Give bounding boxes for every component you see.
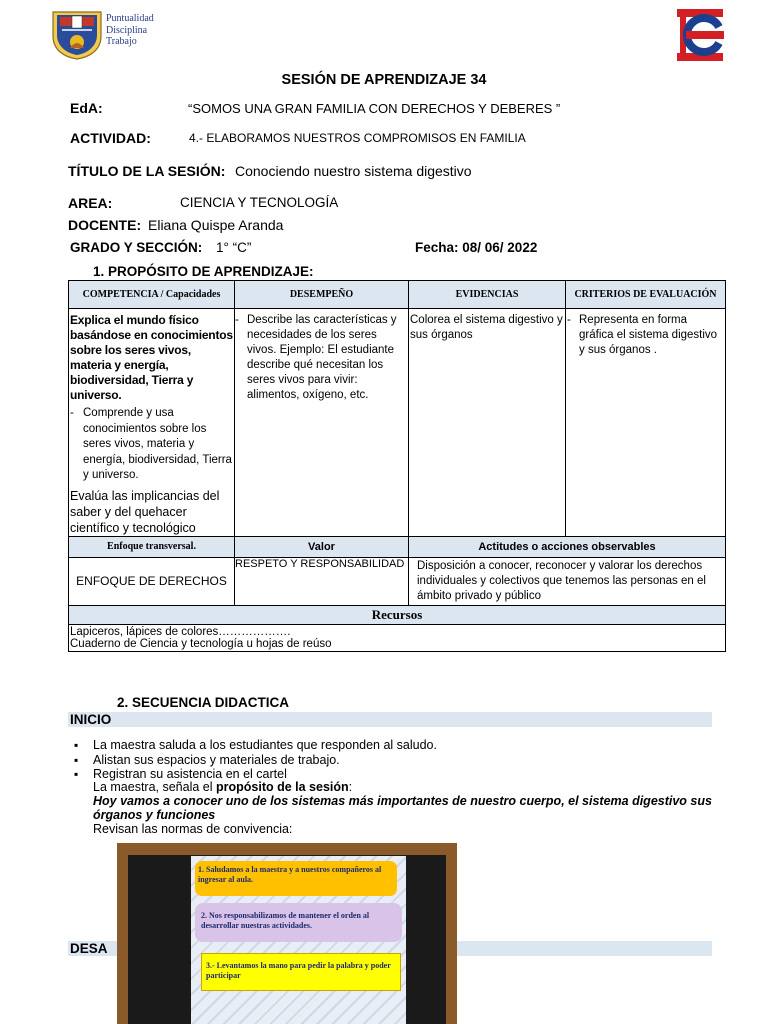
eda-label: EdA: (70, 100, 103, 116)
competencia-text: Explica el mundo físico basándose en conocimientos sobre los seres vivos, materia y energía, biodiversidad, Tierra y universo. (70, 313, 233, 402)
evidencias-cell (409, 309, 566, 537)
list-item: ▪ Alistan sus espacios y materiales de trabajo. (70, 753, 720, 768)
desempeno-text: Describe las características y necesidades de los seres vivos. Ejemplo: El estudiante describe qué necesitan los seres vivos para vivir: alimentos, oxígeno, etc. (247, 314, 397, 401)
competencia-cell (69, 309, 235, 537)
norm-note (195, 861, 397, 896)
capacidad-evalua: Evalúa las implicancias del saber y del quehacer científico y tecnológico (70, 488, 220, 535)
desarrollo-label: DESA (70, 941, 108, 956)
docente-label: DOCENTE: (68, 217, 142, 233)
header-evidencias: EVIDENCIAS (409, 281, 566, 309)
criterios-text: Representa en forma gráfica el sistema digestivo y sus órganos . (579, 314, 718, 356)
norm-text: 2. Nos responsabilizamos de mantener el orden al desarrollar nuestras actividades. (201, 911, 370, 930)
proposito-text: Hoy vamos a conocer uno de los sistemas más importantes de nuestro cuerpo, el sistema digestivo sus órganos y funciones (93, 794, 712, 822)
enfoque-cell: ENFOQUE DE DERECHOS (69, 557, 235, 605)
norms-paper (191, 856, 406, 1024)
normas-text: Revisan las normas de convivencia: (93, 822, 293, 836)
school-motto (106, 13, 154, 48)
criterios-item: - Representa en forma gráfica el sistema digestivo y sus órganos . (567, 314, 718, 356)
norm-text: 3.- Levantamos la mano para pedir la palabra y poder participar (206, 961, 391, 980)
list-item: ▪ Registran su asistencia en el cartel (70, 767, 720, 782)
recurso-item: Cuaderno de Ciencia y tecnología u hojas de reúso (70, 637, 332, 650)
area-value: CIENCIA Y TECNOLOGÍA (180, 195, 339, 210)
proposito-table (68, 280, 726, 652)
header-criterios: CRITERIOS DE EVALUACIÓN (566, 281, 726, 309)
chalkboard (128, 855, 446, 1024)
docente-value: Eliana Quispe Aranda (148, 217, 284, 233)
area-label: AREA: (68, 195, 113, 211)
header-actitudes: Actitudes o acciones observables (409, 536, 726, 557)
eda-value: “SOMOS UNA GRAN FAMILIA CON DERECHOS Y DEBERES ” (188, 101, 561, 116)
norm-text: 1. Saludamos a la maestra y a nuestros compañeros al ingresar al aula. (198, 865, 382, 884)
inicio-label: INICIO (70, 712, 112, 727)
evidencias-text: Colorea el sistema digestivo y sus órganos (410, 314, 563, 341)
norm-note (201, 953, 401, 991)
motto-line: Trabajo (106, 36, 137, 47)
capacidad-text: Comprende y usa conocimientos sobre los seres vivos, materia y energía, biodiversidad, Tierra y universo. (83, 407, 232, 481)
actividad-value: 4.- ELABORAMOS NUESTROS COMPROMISOS EN FAMILIA (189, 131, 526, 145)
capacidad-item: - Comprende y usa conocimientos sobre los seres vivos, materia y energía, biodiversidad, Tierra y universo. (70, 407, 232, 481)
criterios-cell (566, 309, 726, 537)
desempeno-item: - Describe las características y necesidades de los seres vivos. Ejemplo: El estudiante describe qué necesitan los seres vivos para vivir: alimentos, oxígeno, etc. (235, 314, 397, 401)
inicio-list (70, 738, 720, 782)
proposito-heading: 1. PROPÓSITO DE APRENDIZAJE: (93, 264, 314, 279)
proposito-line (93, 780, 352, 794)
secuencia-heading: 2. SECUENCIA DIDACTICA (117, 695, 290, 710)
actividad-label: ACTIVIDAD: (70, 130, 151, 146)
header-valor: Valor (235, 536, 409, 557)
header-enfoque: Enfoque transversal. (69, 536, 235, 557)
proposito-prefix: La maestra, señala el (93, 780, 216, 794)
norms-board (117, 843, 457, 1024)
recursos-header: Recursos (69, 605, 726, 624)
norm-note (195, 903, 402, 942)
proposito-bold: propósito de la sesión (216, 780, 349, 794)
valor-cell: RESPETO Y RESPONSABILIDAD (235, 557, 409, 605)
header-desempeno: DESEMPEÑO (235, 281, 409, 309)
ce-logo-icon (676, 8, 730, 62)
grado-value: 1° “C” (216, 240, 252, 255)
grado-label: GRADO Y SECCIÓN: (70, 240, 203, 255)
recursos-cell (69, 624, 726, 651)
page-title: SESIÓN DE APRENDIZAJE 34 (281, 72, 487, 88)
motto-line: Disciplina (106, 24, 148, 36)
titulo-label: TÍTULO DE LA SESIÓN: (68, 163, 226, 179)
school-crest-icon (50, 8, 104, 60)
motto-line: Puntualidad (106, 13, 154, 24)
inicio-bar (68, 712, 712, 727)
actitudes-cell: Disposición a conocer, reconocer y valorar los derechos individuales y colectivos que tenemos las personas en el ámbito privado y público (409, 557, 726, 605)
fecha-label: Fecha: 08/ 06/ 2022 (415, 240, 538, 255)
list-item: ▪ La maestra saluda a los estudiantes que responden al saludo. (70, 738, 720, 753)
recurso-item: Lapiceros, lápices de colores………………. (70, 625, 291, 638)
proposito-suffix: : (348, 780, 353, 794)
desempeno-cell (235, 309, 409, 537)
titulo-value: Conociendo nuestro sistema digestivo (235, 163, 472, 179)
header-competencia: COMPETENCIA / Capacidades (69, 281, 235, 309)
